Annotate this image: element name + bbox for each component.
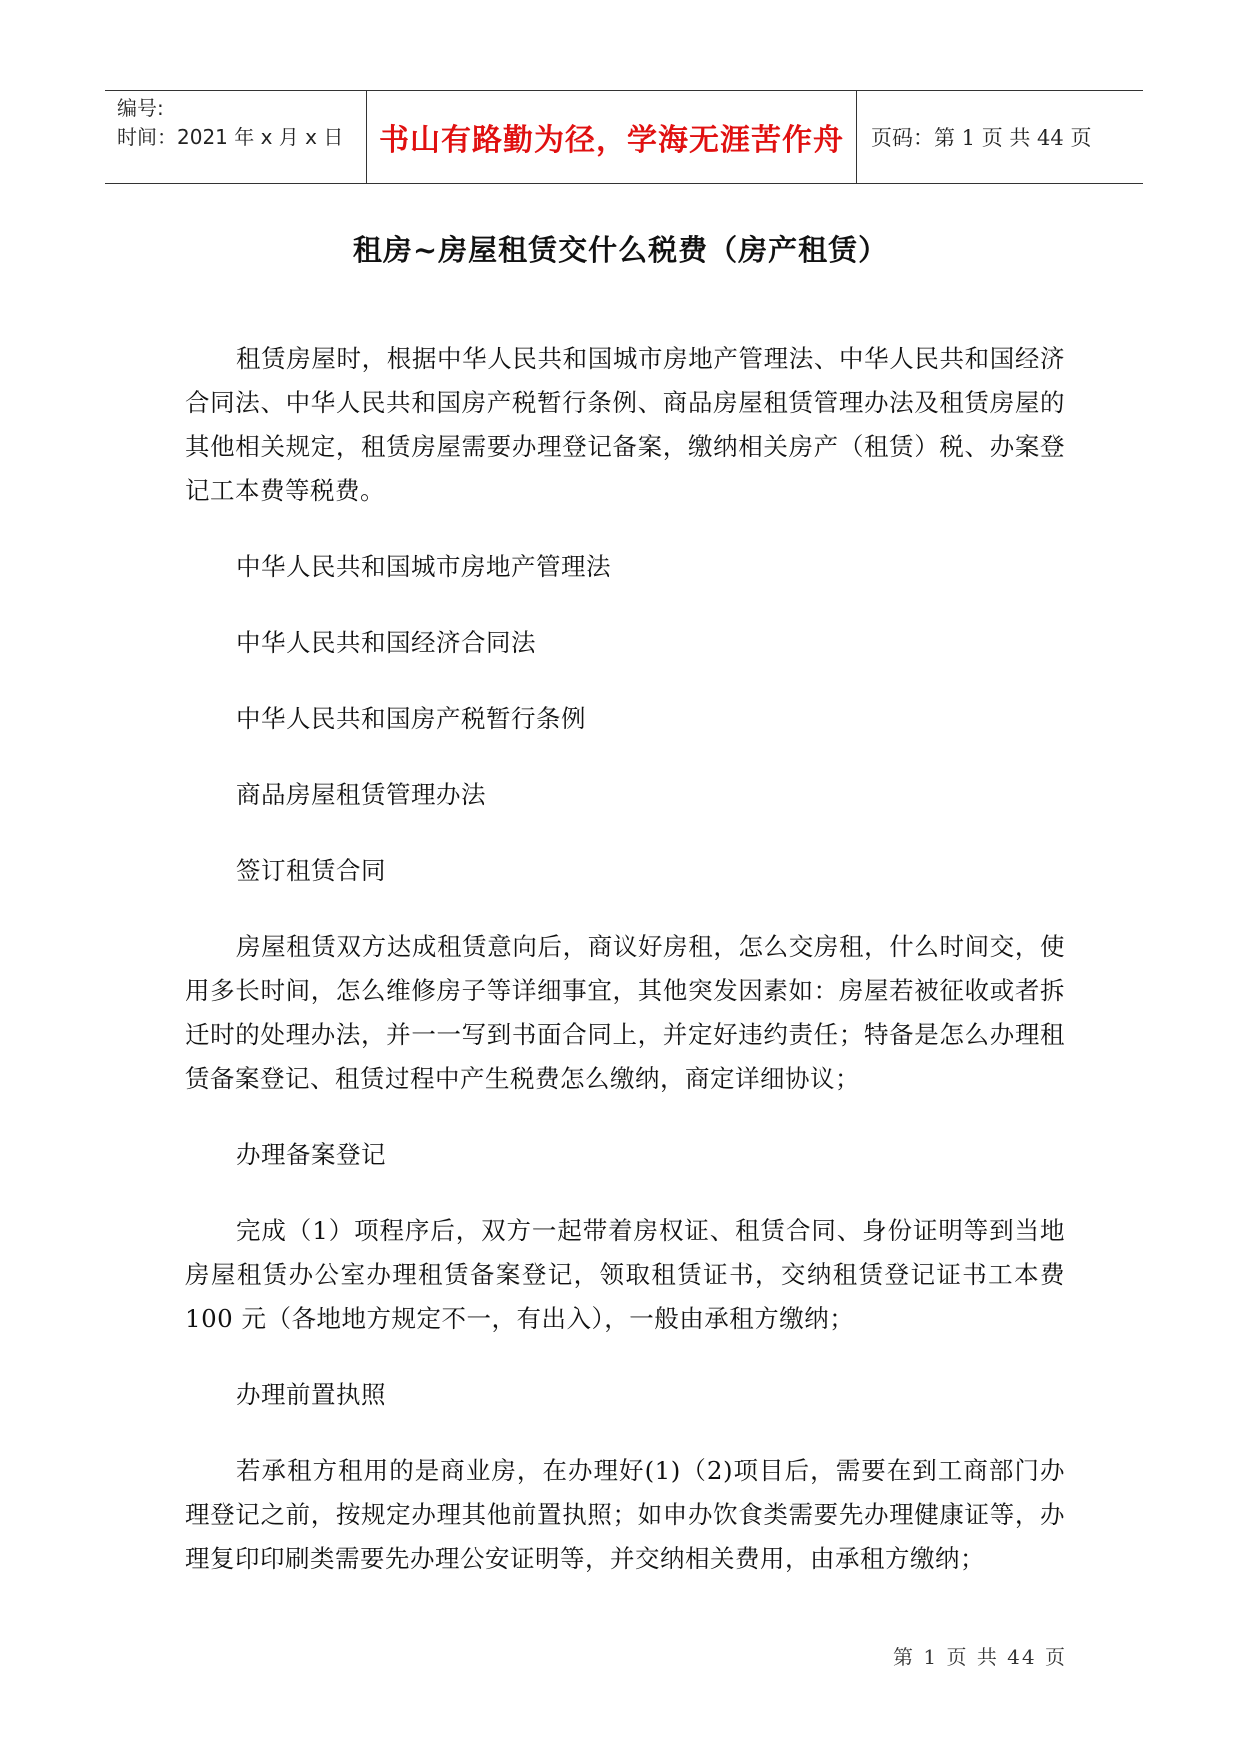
paragraph-law-2: 中华人民共和国经济合同法 bbox=[236, 628, 536, 657]
document-number-label: 编号: bbox=[117, 96, 164, 120]
document-body bbox=[185, 337, 1065, 1581]
paragraph-pre-license: 若承租方租用的是商业房，在办理好(1)（2)项目后，需要在到工商部门办理登记之前，按规定办理其他前置执照；如申办饮食类需要先办理健康证等，办理复印印刷类需要先办理公安证明等，并交纳相关费用，由承租方缴纳； bbox=[185, 1456, 1065, 1573]
document-title: 租房~房屋租赁交什么税费（房产租赁） bbox=[352, 233, 889, 267]
paragraph-law-3: 中华人民共和国房产税暂行条例 bbox=[236, 704, 586, 733]
paragraph-law-4: 商品房屋租赁管理办法 bbox=[236, 780, 486, 809]
paragraph-intro: 租赁房屋时，根据中华人民共和国城市房地产管理法、中华人民共和国经济合同法、中华人民共和国房产税暂行条例、商品房屋租赁管理办法及租赁房屋的其他相关规定，租赁房屋需要办理登记备案，缴纳相关房产（租赁）税、办案登记工本费等税费。 bbox=[185, 344, 1065, 505]
header-meta bbox=[105, 91, 367, 183]
section-heading-sign-contract: 签订租赁合同 bbox=[236, 856, 386, 885]
page-header bbox=[105, 90, 1143, 184]
header-page-label: 页码：第 1 页 共 44 页 bbox=[871, 126, 1092, 150]
document-time-label: 时间：2021 年 x 月 x 日 bbox=[117, 125, 344, 149]
page-footer: 第 1 页 共 44 页 bbox=[893, 1645, 1067, 1669]
header-motto: 书山有路勤为径，学海无涯苦作舟 bbox=[367, 91, 857, 183]
paragraph-law-1: 中华人民共和国城市房地产管理法 bbox=[236, 552, 611, 581]
paragraph-sign-contract: 房屋租赁双方达成租赁意向后，商议好房租，怎么交房租，什么时间交，使用多长时间，怎么维修房子等详细事宜，其他突发因素如：房屋若被征收或者拆迁时的处理办法，并一一写到书面合同上，并定好违约责任；特备是怎么办理租赁备案登记、租赁过程中产生税费怎么缴纳，商定详细协议； bbox=[185, 932, 1065, 1093]
section-heading-registration: 办理备案登记 bbox=[236, 1140, 386, 1169]
section-heading-pre-license: 办理前置执照 bbox=[236, 1380, 386, 1409]
paragraph-registration: 完成（1）项程序后，双方一起带着房权证、租赁合同、身份证明等到当地房屋租赁办公室办理租赁备案登记，领取租赁证书，交纳租赁登记证书工本费 100 元（各地地方规定不一，有出入），一般由承租方缴纳； bbox=[185, 1216, 1065, 1333]
